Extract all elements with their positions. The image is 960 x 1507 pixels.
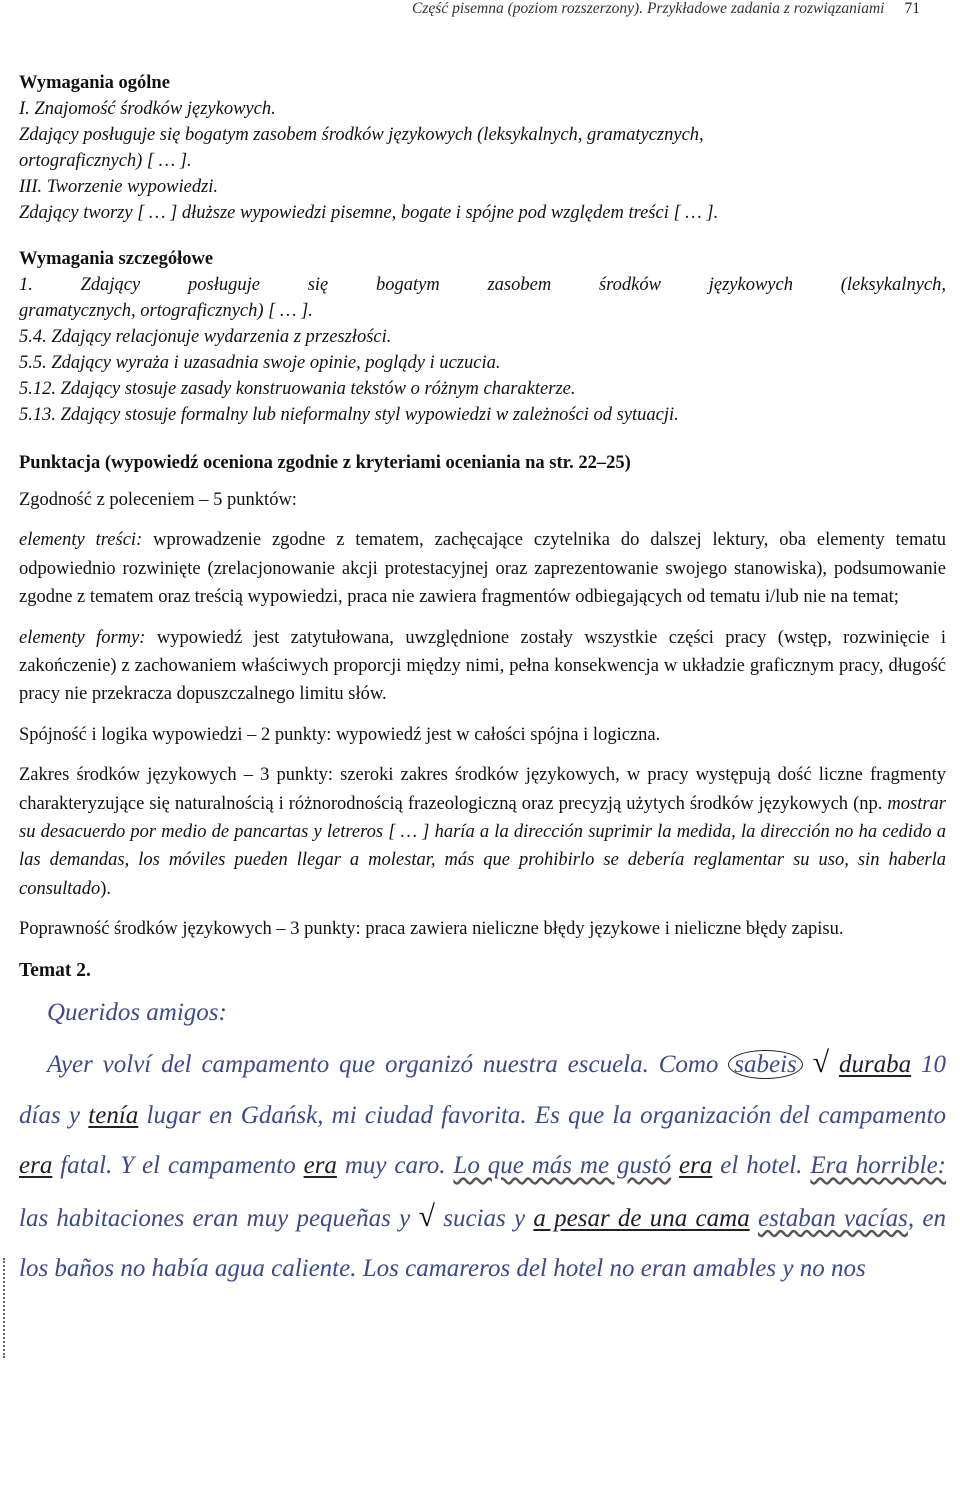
check-mark-icon: √ [812,1046,830,1080]
general-req-line: Zdający posługuje się bogatym zasobem środków językowych (leksykalnych, gramatycznych, [19,125,704,145]
letter-text [750,1205,758,1232]
error-underlined-word: era [303,1152,337,1180]
letter-salutation: Queridos amigos: [47,998,227,1026]
detailed-req-line: 5.5. Zdający wyraża i uzasadnia swoje opinie, poglądy i uczucia. [19,353,501,373]
letter-text: Ayer volví del campamento que organizó nuestra escuela. Como [47,1051,729,1079]
margin-correction-mark [3,1258,15,1358]
handwritten-letter [19,988,946,1295]
error-underlined-word: era [19,1152,53,1180]
detailed-requirements [19,246,946,428]
letter-text: sucias y [434,1204,534,1232]
general-req-line: III. Tworzenie wypowiedzi. [19,177,219,197]
form-elements-label: elementy formy: [19,627,146,648]
detailed-requirements-heading: Wymagania szczegółowe [19,249,214,269]
accuracy-criterion: Poprawność środków językowych – 3 punkty: praca zawiera nieliczne błędy językowe i nieliczne błędy zapisu. [19,919,844,940]
letter-text [671,1152,679,1179]
detailed-req-line: 5.12. Zdający stosuje zasady konstruowania tekstów o różnym charakterze. [19,379,576,399]
page-number: 71 [904,0,920,17]
error-wavy-underlined-phrase: Era horrible: [810,1152,947,1180]
letter-text: las habitaciones eran muy pequeñas y [19,1204,419,1232]
error-circled-word: sabeis [728,1050,803,1079]
range-example: mostrar su desacuerdo por medio de pancartas y letreros [ … ] haría a la dirección suprimir la medida, la dirección no ha cedido a las demandas, los móviles pueden llegar a molestar, más que prohibirlo se debería reglamentar su uso, sin haberla consultado [19,793,946,899]
error-underlined-word: era [679,1152,713,1180]
form-elements-text: wypowiedź jest zatytułowana, uwzględnione zostały wszystkie części pracy (wstęp, rozwinięcie i zakończenie) z zachowaniem właściwych proporcji między nimi, pełna konsekwencja w układzie graficznym pracy, długość pracy nie przekracza dopuszczalnego limitu słów. [19,627,946,705]
letter-text: fatal. Y el campamento [52,1152,304,1180]
letter-text: el hotel. [712,1152,811,1180]
error-underlined-word: tenía [88,1101,139,1129]
scoring-section [19,450,946,944]
general-requirements [19,70,946,226]
letter-text: , en los baños no había agua caliente. Los camareros del hotel no eran amables y no nos [19,1204,946,1283]
error-underlined-phrase: a pesar de una cama [533,1204,750,1232]
detailed-req-line: 1. Zdający posługuje się bogatym zasobem środków językowych (leksykalnych, [19,275,946,295]
running-title: Część pisemna (poziom rozszerzony). Przykładowe zadania z rozwiązaniami [412,0,885,17]
letter-text: lugar en Gdańsk, mi ciudad favorita. Es que la organización del campamento [138,1101,946,1129]
form-elements [19,624,946,709]
content-elements [19,526,946,611]
page-content [19,70,946,1295]
content-elements-text: wprowadzenie zgodne z tematem, zachęcające czytelnika do dalszej lektury, oba elementy tematu odpowiednio rozwinięte (zrelacjonowanie akcji protestacyjnej oraz zaprezentowanie swojego stanowiska), podsumowanie zgodne z tematem oraz treścią wypowiedzi, praca nie zawiera fragmentów odbiegających od tematu i/lub nie na temat; [19,530,946,608]
scoring-heading: Punktacja (wypowiedź oceniona zgodnie z kryteriami oceniania na str. 22–25) [19,453,631,473]
content-elements-label: elementy treści: [19,530,143,551]
letter-text: muy caro. [336,1152,454,1180]
detailed-req-line: 5.4. Zdający relacjonuje wydarzenia z przeszłości. [19,327,392,347]
detailed-req-line: 5.13. Zdający stosuje formalny lub nieformalny styl wypowiedzi w zależności od sytuacji. [19,405,679,425]
error-wavy-underlined-phrase: Lo que más me gustó [453,1152,672,1180]
range-end: ). [100,878,111,899]
detailed-req-line: gramatycznych, ortograficznych) [ … ]. [19,301,313,321]
range-criterion [19,761,946,903]
topic-heading: Temat 2. [19,959,91,981]
running-header [412,0,920,18]
error-wavy-underlined-phrase: estaban vacías [757,1204,908,1232]
letter-text: 10 días y [19,1051,947,1129]
general-req-line: ortograficznych) [ … ]. [19,151,192,171]
range-text: Zakres środków językowych – 3 punkty: szeroki zakres środków językowych, w pracy występują dość liczne fragmenty charakteryzujące się naturalnością i różnorodnością frazeologiczną oraz precyzją użytych środków językowych (np. [19,765,946,814]
general-requirements-heading: Wymagania ogólne [19,73,170,93]
error-underlined-word: duraba [838,1051,912,1079]
check-mark-icon: √ [418,1199,435,1233]
coherence-criterion: Spójność i logika wypowiedzi – 2 punkty: wypowiedź jest w całości spójna i logiczna. [19,724,661,745]
task-compliance: Zgodność z poleceniem – 5 punktów: [19,490,297,510]
general-req-line: I. Znajomość środków językowych. [19,99,276,119]
general-req-line: Zdający tworzy [ … ] dłuższe wypowiedzi pisemne, bogate i spójne pod względem treści [ … ]. [19,203,719,223]
